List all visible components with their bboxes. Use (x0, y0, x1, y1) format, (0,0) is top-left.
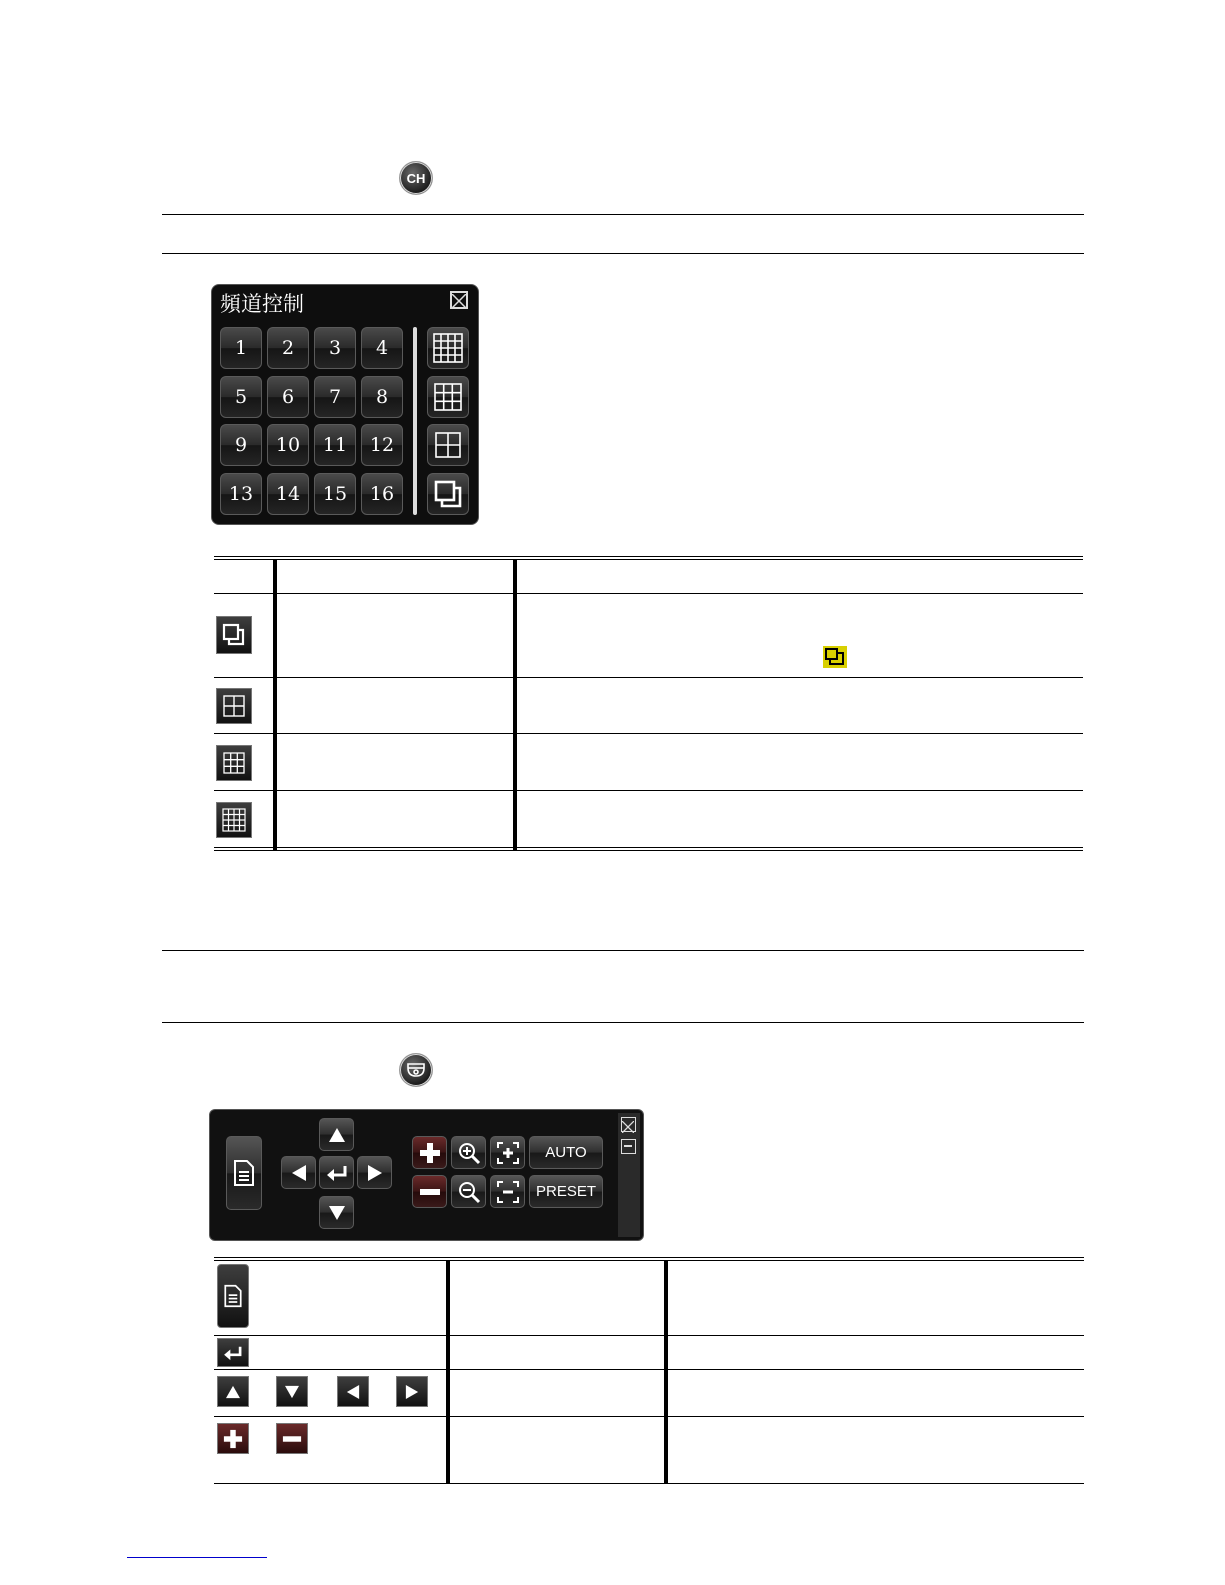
minus-icon (276, 1423, 308, 1454)
table1-row-rule (214, 733, 1083, 734)
plus-icon[interactable] (412, 1136, 447, 1169)
ch-icon-label: CH (406, 170, 426, 186)
table2-bottom-rule (214, 1483, 1084, 1484)
panel-divider (413, 327, 417, 515)
layout-button-column (427, 327, 469, 515)
footer-link-underline[interactable] (127, 1557, 267, 1558)
zoom-out-icon[interactable] (451, 1175, 486, 1208)
table2-col-divider (446, 1260, 450, 1484)
grid-4-icon (216, 688, 252, 724)
plus-icon (217, 1423, 249, 1454)
table1-col-divider (513, 559, 517, 850)
channel-control-panel (211, 284, 479, 525)
auto-button[interactable]: AUTO (529, 1136, 603, 1169)
arrow-left-icon[interactable] (281, 1156, 316, 1189)
channel-button-grid (220, 327, 403, 515)
table2-row-rule (214, 1335, 1084, 1336)
ptz-control-panel (209, 1109, 644, 1241)
table1-top-rule (214, 556, 1083, 557)
arrow-right-icon (396, 1376, 428, 1407)
table1-row-rule (214, 790, 1083, 791)
table2-top-rule-2 (214, 1260, 1084, 1261)
channel-button-10[interactable]: 10 (267, 424, 309, 466)
grid-16-icon[interactable] (427, 327, 469, 369)
table2-row-rule (214, 1369, 1084, 1370)
zoom-in-icon[interactable] (451, 1136, 486, 1169)
channel-button-15[interactable]: 15 (314, 473, 356, 515)
channel-button-11[interactable]: 11 (314, 424, 356, 466)
rule-top-2 (162, 253, 1084, 254)
enter-icon (217, 1338, 249, 1367)
channel-button-5[interactable]: 5 (220, 376, 262, 418)
table2-top-rule (214, 1257, 1084, 1258)
rule-top-1 (162, 214, 1084, 215)
arrow-left-icon (337, 1376, 369, 1407)
camera-dome-icon (399, 1053, 433, 1087)
arrow-down-icon[interactable] (319, 1196, 354, 1229)
table1-bottom-rule (214, 847, 1083, 848)
overlap-windows-icon (216, 616, 252, 654)
focus-far-icon[interactable] (490, 1175, 525, 1208)
rule-mid-1 (162, 950, 1084, 951)
document-icon[interactable] (226, 1136, 262, 1210)
channel-button-9[interactable]: 9 (220, 424, 262, 466)
minimize-icon[interactable] (621, 1139, 636, 1154)
channel-button-8[interactable]: 8 (361, 376, 403, 418)
focus-near-icon[interactable] (490, 1136, 525, 1169)
channel-button-14[interactable]: 14 (267, 473, 309, 515)
ch-icon (399, 161, 433, 195)
preset-button[interactable]: PRESET (529, 1175, 603, 1208)
table1-row-rule (214, 677, 1083, 678)
channel-button-3[interactable]: 3 (314, 327, 356, 369)
channel-button-16[interactable]: 16 (361, 473, 403, 515)
enter-icon[interactable] (319, 1156, 354, 1189)
channel-button-12[interactable]: 12 (361, 424, 403, 466)
table2-col-divider (664, 1260, 668, 1484)
ptz-side-bar (618, 1113, 640, 1237)
channel-button-1[interactable]: 1 (220, 327, 262, 369)
table2-row-rule (214, 1416, 1084, 1417)
channel-button-4[interactable]: 4 (361, 327, 403, 369)
arrow-right-icon[interactable] (357, 1156, 392, 1189)
channel-button-6[interactable]: 6 (267, 376, 309, 418)
grid-4-icon[interactable] (427, 424, 469, 466)
table1-col-divider (273, 559, 277, 850)
channel-button-2[interactable]: 2 (267, 327, 309, 369)
channel-button-13[interactable]: 13 (220, 473, 262, 515)
minus-icon[interactable] (412, 1175, 447, 1208)
document-icon (217, 1264, 249, 1328)
close-icon[interactable] (450, 291, 468, 309)
overlap-windows-icon[interactable] (427, 473, 469, 515)
channel-panel-title: 頻道控制 (220, 292, 304, 316)
grid-9-icon (216, 745, 252, 781)
grid-16-icon (216, 802, 252, 838)
close-icon[interactable] (621, 1117, 636, 1132)
arrow-up-icon (217, 1376, 249, 1407)
table1-header-rule (214, 593, 1083, 594)
arrow-down-icon (276, 1376, 308, 1407)
table1-bottom-rule-2 (214, 850, 1083, 851)
table1-top-rule-2 (214, 559, 1083, 560)
channel-button-7[interactable]: 7 (314, 376, 356, 418)
rule-mid-2 (162, 1022, 1084, 1023)
grid-9-icon[interactable] (427, 376, 469, 418)
overlap-windows-highlight-icon (822, 645, 848, 669)
arrow-up-icon[interactable] (319, 1118, 354, 1151)
